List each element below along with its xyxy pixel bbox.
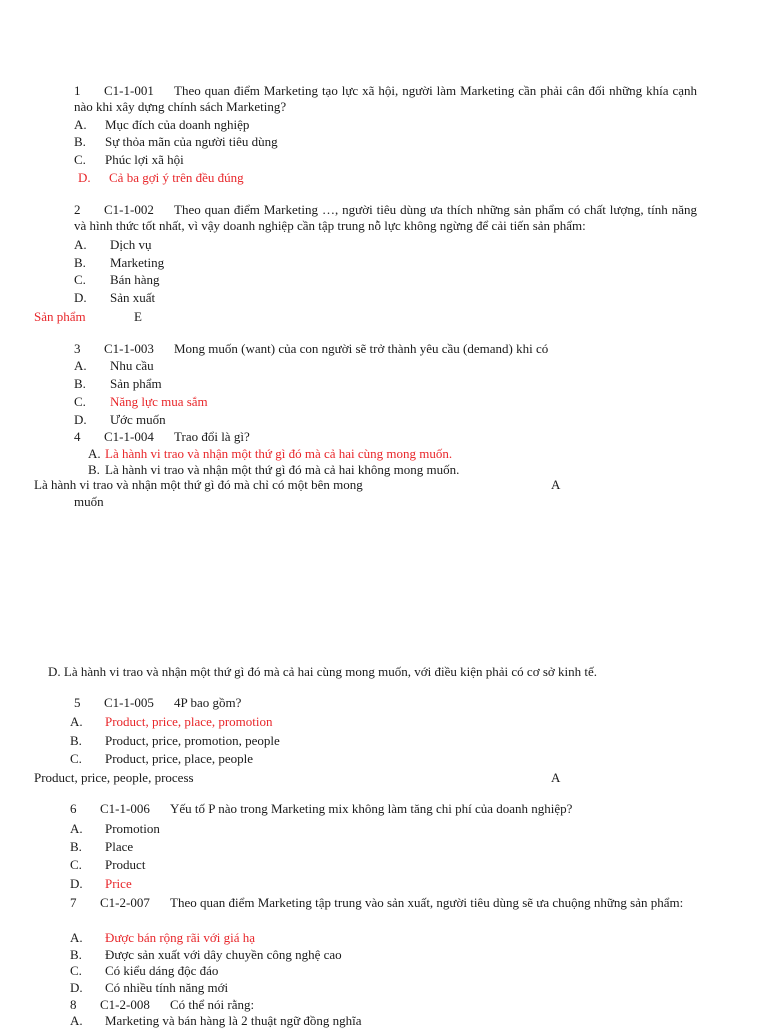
option-d: D. Có nhiều tính năng mới bbox=[70, 980, 229, 995]
option-b: B. Sự thỏa mãn của người tiêu dùng bbox=[74, 134, 278, 149]
question-text: Yếu tố P nào trong Marketing mix không làm tăng chi phí của doanh nghiệp? bbox=[170, 801, 573, 816]
option-c: C. Bán hàng bbox=[74, 272, 160, 287]
option-c-letter: A bbox=[551, 477, 561, 492]
question-code: C1-2-007 bbox=[100, 895, 150, 910]
option-d: D. Ước muốn bbox=[74, 412, 166, 427]
option-b: B. Sản phẩm bbox=[74, 376, 162, 391]
question-code: C1-1-002 bbox=[104, 202, 154, 217]
option-a: A. Promotion bbox=[70, 821, 160, 836]
question-3 bbox=[74, 341, 697, 357]
question-8 bbox=[70, 997, 693, 1013]
question-code: C1-1-004 bbox=[104, 429, 154, 444]
option-a: A. Là hành vi trao và nhận một thứ gì đó mà cả hai cùng mong muốn. bbox=[88, 446, 453, 461]
question-4 bbox=[74, 429, 697, 445]
question-number: 1 bbox=[74, 83, 81, 98]
option-a: A. Dịch vụ bbox=[74, 237, 152, 252]
question-text: Theo quan điểm Marketing …, người tiêu dùng ưa thích những sản phẩm có chất lượng, tính năng và hình thức tốt nhất, vì vậy doanh nghiệp cần tập trung nỗ lực không ngừng để cải tiến sản phẩm: bbox=[74, 202, 697, 233]
question-code: C1-1-005 bbox=[104, 695, 154, 710]
question-text: Mong muốn (want) của con người sẽ trở thành yêu cầu (demand) khi có bbox=[174, 341, 549, 356]
option-e-letter: E bbox=[134, 309, 142, 324]
option-d: D. Price bbox=[70, 876, 132, 891]
option-c: C. Năng lực mua sắm bbox=[74, 394, 208, 409]
question-code: C1-1-001 bbox=[104, 83, 154, 98]
question-code: C1-2-008 bbox=[100, 997, 150, 1012]
question-7 bbox=[70, 895, 697, 911]
question-text: 4P bao gồm? bbox=[174, 695, 242, 710]
question-2 bbox=[74, 202, 697, 234]
option-c-text-cont: muốn bbox=[74, 494, 104, 509]
option-d-correct: D. Cả ba gợi ý trên đều đúng bbox=[78, 170, 244, 185]
option-d: D. Là hành vi trao và nhận một thứ gì đó mà cả hai cùng mong muốn, với điều kiện phải có cơ sở kinh tế. bbox=[48, 664, 597, 679]
question-6 bbox=[70, 801, 693, 817]
option-e-text: Sản phẩm bbox=[34, 309, 86, 324]
question-text: Có thể nói rằng: bbox=[170, 997, 255, 1012]
option-a: A. Product, price, place, promotion bbox=[70, 714, 273, 729]
option-a: A. Mục đích của doanh nghiệp bbox=[74, 117, 250, 132]
question-number: 8 bbox=[70, 997, 77, 1012]
option-b: B. Place bbox=[70, 839, 134, 854]
option-c-text: Là hành vi trao và nhận một thứ gì đó mà chỉ có một bên mong bbox=[34, 477, 363, 492]
question-text: Theo quan điểm Marketing tập trung vào sản xuất, người tiêu dùng sẽ ưa chuộng những sản phẩm: bbox=[170, 895, 684, 910]
question-1 bbox=[74, 83, 697, 115]
option-c: C. Có kiểu dáng độc đáo bbox=[70, 963, 219, 978]
option-d-letter: A bbox=[551, 770, 561, 785]
option-d: D. Sản xuất bbox=[74, 290, 156, 305]
option-b: B. Product, price, promotion, people bbox=[70, 733, 280, 748]
option-a: A. Marketing và bán hàng là 2 thuật ngữ đồng nghĩa bbox=[70, 1013, 362, 1028]
option-b: B. Marketing bbox=[74, 255, 165, 270]
question-code: C1-1-006 bbox=[100, 801, 150, 816]
question-number: 3 bbox=[74, 341, 81, 356]
option-b: B. Được sản xuất với dây chuyền công nghệ cao bbox=[70, 947, 342, 962]
option-c: C. Product bbox=[70, 857, 146, 872]
option-b: B. Là hành vi trao và nhận một thứ gì đó mà cả hai không mong muốn. bbox=[88, 462, 460, 477]
option-d-text: Product, price, people, process bbox=[34, 770, 194, 785]
question-number: 5 bbox=[74, 695, 81, 710]
option-c: C. Phúc lợi xã hội bbox=[74, 152, 184, 167]
option-c: C. Product, price, place, people bbox=[70, 751, 253, 766]
question-text: Trao đổi là gì? bbox=[174, 429, 250, 444]
option-a: A. Được bán rộng rãi với giá hạ bbox=[70, 930, 256, 945]
question-number: 6 bbox=[70, 801, 77, 816]
question-text: Theo quan điểm Marketing tạo lực xã hội, người làm Marketing cần phải cân đối những khía cạnh nào khi xây dựng chính sách Marketing? bbox=[74, 83, 697, 114]
question-number: 4 bbox=[74, 429, 81, 444]
option-a: A. Nhu cầu bbox=[74, 358, 154, 373]
question-number: 2 bbox=[74, 202, 81, 217]
question-code: C1-1-003 bbox=[104, 341, 154, 356]
question-5 bbox=[74, 695, 697, 711]
question-number: 7 bbox=[70, 895, 77, 910]
